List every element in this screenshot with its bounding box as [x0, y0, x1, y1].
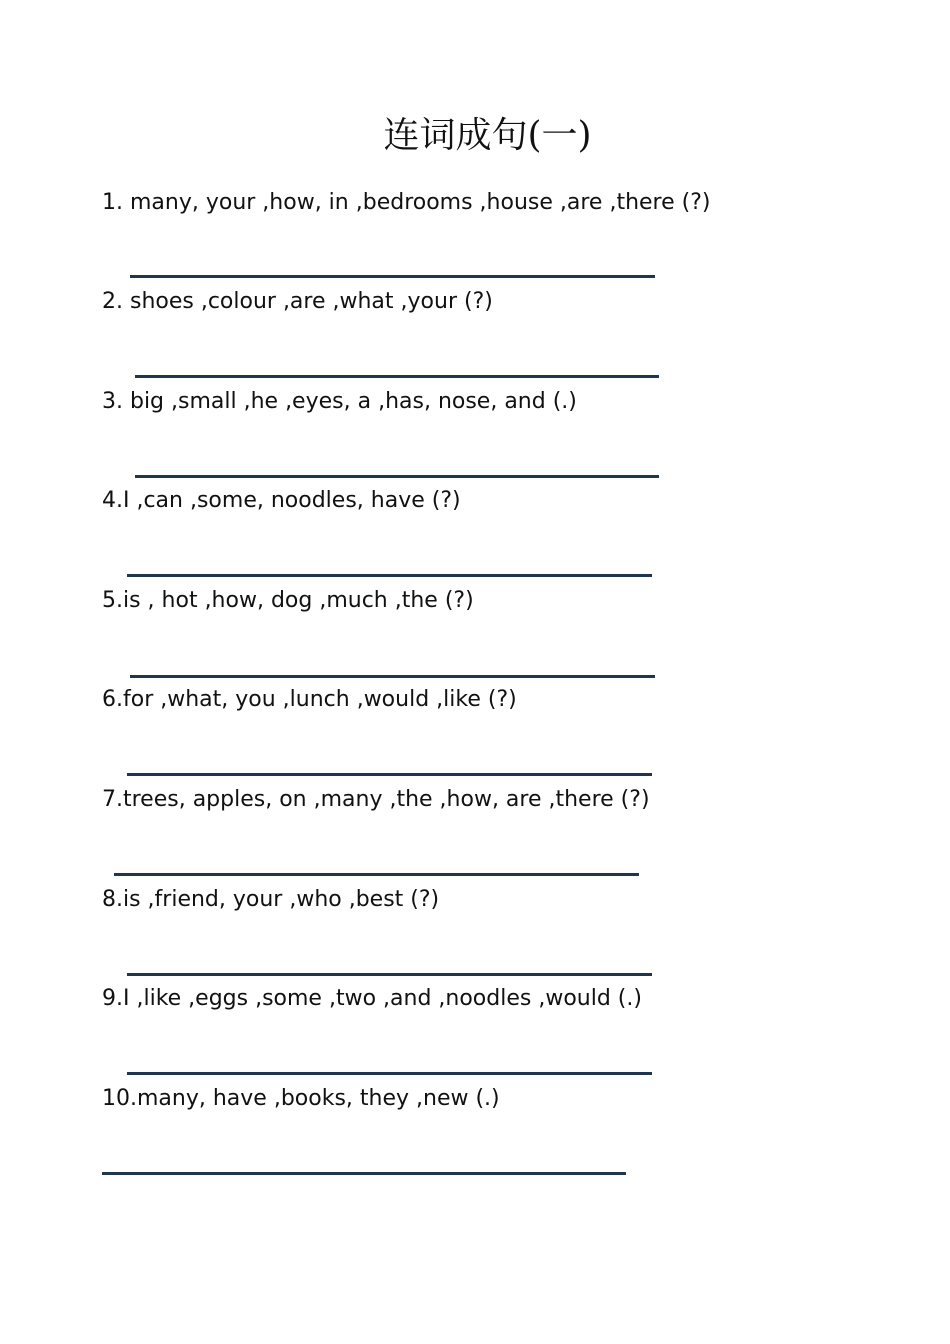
- answer-line-7[interactable]: [114, 873, 639, 876]
- answer-line-5[interactable]: [130, 675, 655, 678]
- question-7: 7.trees, apples, on ,many ,the ,how, are ,there (?): [102, 787, 650, 812]
- question-8: 8.is ,friend, your ,who ,best (?): [102, 887, 440, 912]
- answer-line-2[interactable]: [135, 375, 659, 378]
- question-10: 10.many, have ,books, they ,new (.): [102, 1086, 500, 1111]
- page-title: 连词成句(一): [383, 115, 592, 156]
- answer-line-4[interactable]: [127, 574, 652, 577]
- question-1: 1. many, your ,how, in ,bedrooms ,house ,are ,there (?): [102, 190, 711, 215]
- question-5: 5.is , hot ,how, dog ,much ,the (?): [102, 588, 474, 613]
- answer-line-9[interactable]: [127, 1072, 652, 1075]
- answer-line-3[interactable]: [135, 475, 659, 478]
- question-3: 3. big ,small ,he ,eyes, a ,has, nose, and (.): [102, 389, 577, 414]
- answer-line-6[interactable]: [127, 773, 652, 776]
- answer-line-10[interactable]: [102, 1172, 626, 1175]
- question-9: 9.I ,like ,eggs ,some ,two ,and ,noodles ,would (.): [102, 986, 642, 1011]
- question-2: 2. shoes ,colour ,are ,what ,your (?): [102, 289, 493, 314]
- question-4: 4.I ,can ,some, noodles, have (?): [102, 488, 461, 513]
- answer-line-8[interactable]: [127, 973, 652, 976]
- question-6: 6.for ,what, you ,lunch ,would ,like (?): [102, 687, 517, 712]
- answer-line-1[interactable]: [130, 275, 655, 278]
